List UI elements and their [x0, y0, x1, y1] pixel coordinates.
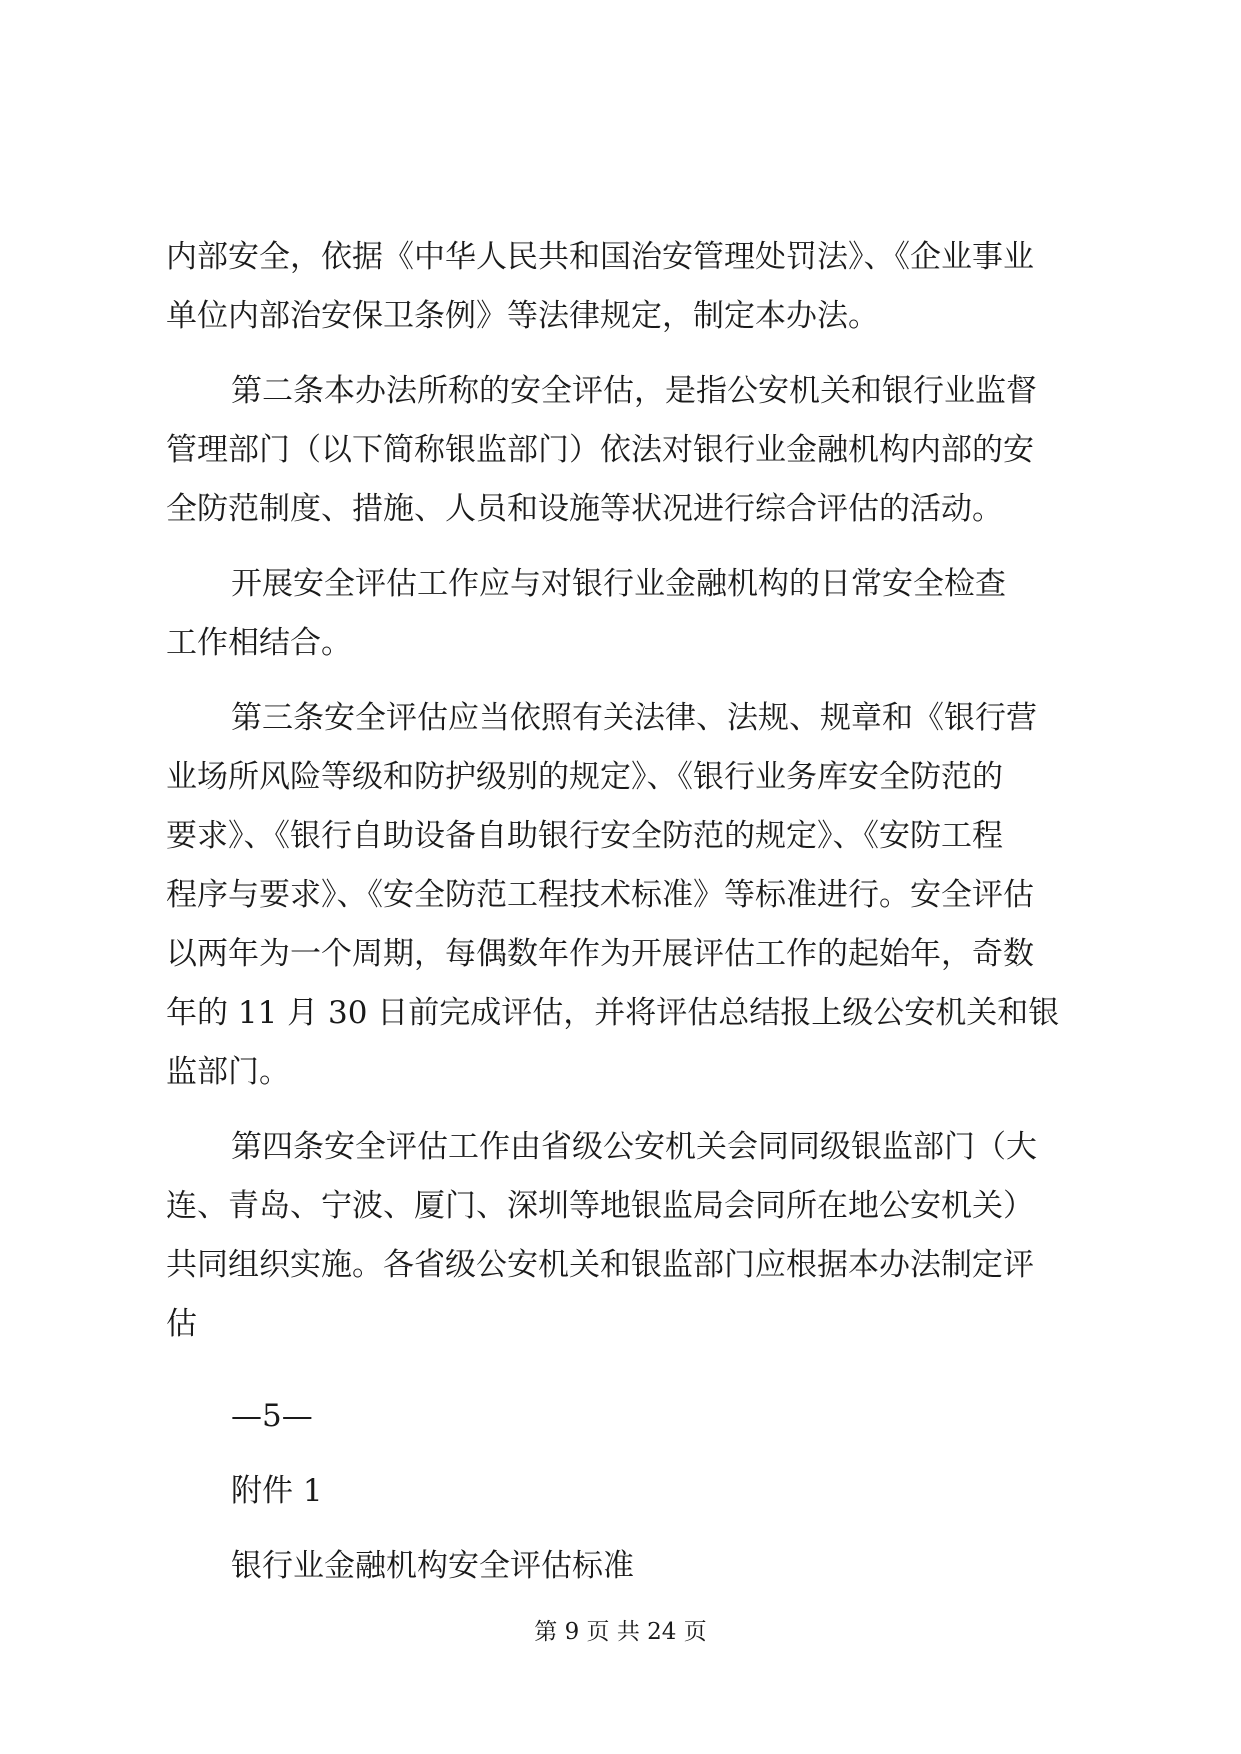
text-line: 第三条安全评估应当依照有关法律、法规、规章和《银行营: [231, 700, 1037, 736]
page-marker: —5—: [231, 1398, 313, 1434]
text-line: 单位内部治安保卫条例》等法律规定，制定本办法。: [166, 298, 879, 334]
text-line: 业场所风险等级和防护级别的规定》、《银行业务库安全防范的: [166, 759, 1003, 795]
paragraph-2: [166, 362, 1086, 539]
text-line: 第四条安全评估工作由省级公安机关会同同级银监部门（大: [231, 1129, 1037, 1165]
paragraph-3: [166, 555, 1086, 673]
text-line: 第二条本办法所称的安全评估，是指公安机关和银行业监督: [231, 373, 1037, 409]
text-line: 全防范制度、措施、人员和设施等状况进行综合评估的活动。: [166, 491, 1003, 527]
document-body: [166, 228, 1086, 1596]
text-line: 工作相结合。: [166, 625, 352, 661]
text-line: 连、青岛、宁波、厦门、深圳等地银监局会同所在地公安机关）: [166, 1188, 1034, 1224]
text-line: 程序与要求》、《安全防范工程技术标准》等标准进行。安全评估: [166, 877, 1034, 913]
text-line: 管理部门（以下简称银监部门）依法对银行业金融机构内部的安: [166, 432, 1034, 468]
text-line: 开展安全评估工作应与对银行业金融机构的日常安全检查: [231, 566, 1006, 602]
text-line: 监部门。: [166, 1054, 290, 1090]
text-line: 共同组织实施。各省级公安机关和银监部门应根据本办法制定评: [166, 1247, 1034, 1283]
text-line: 内部安全，依据《中华人民共和国治安管理处罚法》、《企业事业: [166, 239, 1034, 275]
paragraph-4: [166, 689, 1086, 1102]
text-line: 要求》、《银行自助设备自助银行安全防范的规定》、《安防工程: [166, 818, 1003, 854]
page-footer: 第 9 页 共 24 页: [534, 1619, 707, 1645]
text-line: 以两年为一个周期，每偶数年作为开展评估工作的起始年，奇数: [166, 936, 1034, 972]
attachment-title: 银行业金融机构安全评估标准: [231, 1548, 634, 1584]
paragraph-5: [166, 1118, 1086, 1354]
paragraph-1: [166, 228, 1086, 346]
text-line: 估: [166, 1306, 197, 1342]
attachment-label: 附件 1: [231, 1473, 323, 1509]
text-line: 年的 11 月 30 日前完成评估，并将评估总结报上级公安机关和银: [166, 995, 1060, 1031]
